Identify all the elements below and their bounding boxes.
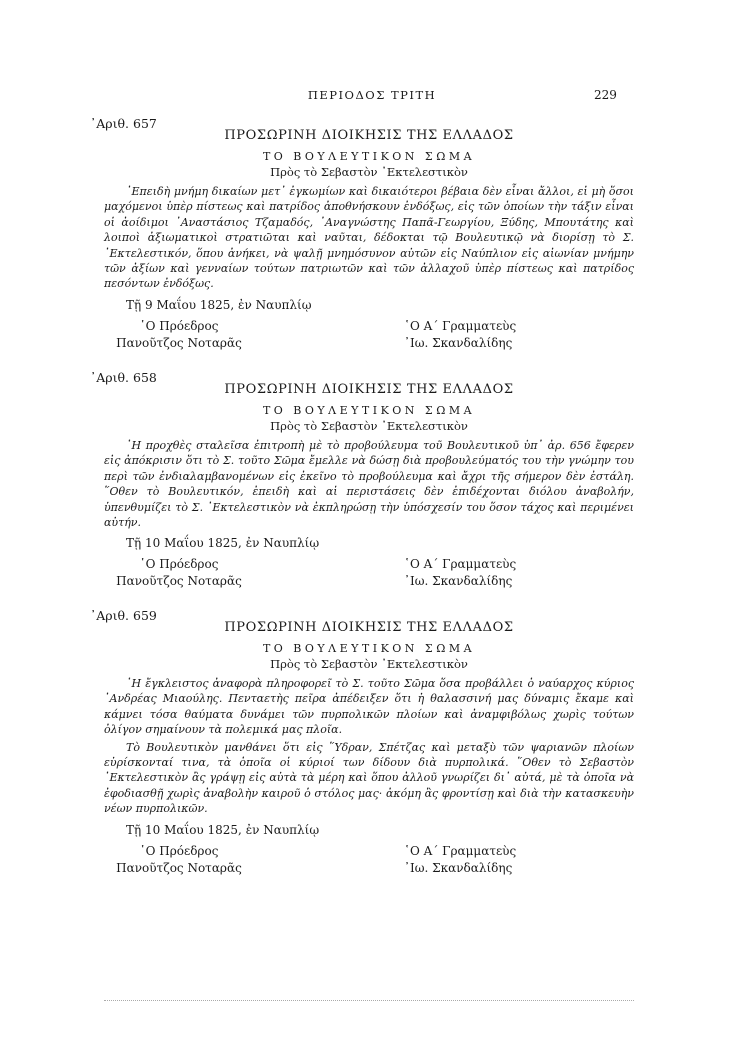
document-body [104, 676, 634, 817]
scan-edge-divider [104, 1000, 634, 1001]
president-name: Πανοῦτζος Νοταρᾶς [116, 335, 242, 350]
president-title: ῾Ο Πρόεδρος [139, 843, 219, 858]
president-title: ῾Ο Πρόεδρος [139, 318, 219, 333]
president-name: Πανοῦτζος Νοταρᾶς [116, 860, 242, 875]
document-addressee: Πρὸς τὸ Σεβαστὸν ᾿Εκτελεστικὸν [270, 419, 468, 433]
page-number: 229 [594, 88, 617, 102]
document-subheading: ΤΟ ΒΟΥΛΕΥΤΙΚΟΝ ΣΩΜΑ [262, 642, 476, 655]
document-body [104, 438, 634, 530]
document-heading: ΠΡΟΣΩΡΙΝΗ ΔΙΟΙΚΗΣΙΣ ΤΗΣ ΕΛΛΑΔΟΣ [224, 620, 514, 635]
document-date: Τῇ 9 Μαΐου 1825, ἐν Ναυπλίῳ [126, 297, 312, 312]
secretary-name: ᾿Ιω. Σκανδαλίδης [404, 860, 513, 875]
president-signature [104, 556, 254, 590]
paragraph: ῾Η ἔγκλειστος ἀναφορὰ πληροφορεῖ τὸ Σ. τοῦτο Σῶμα ὅσα προβάλλει ὁ ναύαρχος κύριος ᾿Ανδρέας Μιαούλης. Πενταετὴς πεῖρα ἀπέδειξεν ὅτι ἡ θαλασσινή μας δύναμις ἔκαμε καὶ κάμνει τόσα θαύματα δυνάμει τῶν πυρπολικῶν πλοίων καὶ ἀναμφιβόλως χωρὶς τούτων ὀλίγον σημαίνουν τὰ πολεμικά μας πλοῖα. [104, 677, 634, 737]
secretary-signature [404, 843, 554, 877]
document-addressee: Πρὸς τὸ Σεβαστὸν ᾿Εκτελεστικὸν [270, 657, 468, 671]
document-date: Τῇ 10 Μαΐου 1825, ἐν Ναυπλίῳ [126, 822, 320, 837]
document-657 [90, 116, 634, 358]
president-signature [104, 318, 254, 352]
document-subheading: ΤΟ ΒΟΥΛΕΥΤΙΚΟΝ ΣΩΜΑ [262, 150, 476, 163]
running-title: ΠΕΡΙΟΔΟΣ ΤΡΙΤΗ [307, 88, 437, 102]
president-name: Πανοῦτζος Νοταρᾶς [116, 574, 242, 589]
paragraph: ᾿Επειδὴ μνήμη δικαίων μετ᾿ ἐγκωμίων καὶ δικαιότεροι βέβαια δὲν εἶναι ἄλλοι, εἰ μὴ ὅσοι μαχόμενοι ὑπὲρ πίστεως καὶ πατρίδος ἀποθνήσκουν ἐνδόξως, εἰς τῶν ὁποίων τὴν τάξιν εἶναι οἱ ἀοίδιμοι ᾿Αναστάσιος Τζαμαδός, ᾿Αναγνώστης Παπᾶ-Γεωργίου, Ξύδης, Μπουτάτης καὶ λοιποὶ ἀξιωματικοὶ στρατιῶται καὶ ναῦται, δέδοκται τῷ Βουλευτικῷ νὰ διορίσῃ τὸ Σ. ᾿Εκτελεστικόν, ὅπου ἀνήκει, νὰ ψαλῇ μνημόσυνον αὐτῶν εἰς Ναύπλιον εἰς αἰωνίαν μνήμην τῶν ἀξίων καὶ γενναίων τούτων πατριωτῶν καὶ τῶν ἀλλαχοῦ ὑπὲρ πίστεως καὶ πατρίδος πεσόντων ἐνδόξως. [104, 185, 634, 291]
document-number: ᾿Αριθ. 659 [90, 608, 157, 623]
president-signature [104, 843, 254, 877]
secretary-title: ῾Ο Α΄ Γραμματεὺς [404, 843, 517, 858]
document-addressee: Πρὸς τὸ Σεβαστὸν ᾿Εκτελεστικὸν [270, 165, 468, 179]
signatures [104, 843, 634, 883]
document-heading: ΠΡΟΣΩΡΙΝΗ ΔΙΟΙΚΗΣΙΣ ΤΗΣ ΕΛΛΑΔΟΣ [224, 382, 514, 397]
secretary-name: ᾿Ιω. Σκανδαλίδης [404, 574, 513, 589]
document-date: Τῇ 10 Μαΐου 1825, ἐν Ναυπλίῳ [126, 536, 320, 551]
signatures [104, 556, 634, 596]
secretary-title: ῾Ο Α΄ Γραμματεὺς [404, 318, 517, 333]
document-heading: ΠΡΟΣΩΡΙΝΗ ΔΙΟΙΚΗΣΙΣ ΤΗΣ ΕΛΛΑΔΟΣ [224, 128, 514, 143]
secretary-signature [404, 556, 554, 590]
document-subheading: ΤΟ ΒΟΥΛΕΥΤΙΚΟΝ ΣΩΜΑ [262, 404, 476, 417]
paragraph: ῾Η προχθὲς σταλεῖσα ἐπιτροπὴ μὲ τὸ προβούλευμα τοῦ Βουλευτικοῦ ὑπ᾿ ἀρ. 656 ἔφερεν εἰς ἀπόκρισιν ὅτι τὸ Σ. τοῦτο Σῶμα ἔμελλε νὰ δώσῃ διὰ προβουλεύματός του τὴν γνώμην του περὶ τῶν ἐνδιαλαμβανομένων εἰς ἐκεῖνο τὸ προβούλευμα καὶ ἄχρι τῆς σήμερον δὲν ἐστάλη. ῞Οθεν τὸ Βουλευτικόν, ἐπειδὴ καὶ αἱ περιστάσεις δὲν ἐπιδέχονται διόλου ἀναβολήν, ὑπενθυμίζει τὸ Σ. ᾿Εκτελεστικὸν νὰ ἐκπληρώσῃ τὴν ὑπόσχεσίν του ὅσον τάχος καὶ περιμένει αὐτήν. [104, 439, 634, 530]
secretary-title: ῾Ο Α΄ Γραμματεὺς [404, 557, 517, 572]
document-number: ᾿Αριθ. 657 [90, 116, 157, 131]
document-body [104, 184, 634, 292]
president-title: ῾Ο Πρόεδρος [139, 557, 219, 572]
signatures [104, 318, 634, 358]
document-659 [90, 608, 634, 883]
document-658 [90, 370, 634, 596]
paragraph: Τὸ Βουλευτικὸν μανθάνει ὅτι εἰς ῞Υδραν, Σπέτζας καὶ μεταξὺ τῶν ψαριανῶν πλοίων εὑρίσκονταί τινα, τὰ ὁποῖα οἱ κύριοί των δίδουν διὰ πυρπολικά. ῞Οθεν τὸ Σεβαστὸν ᾿Εκτελεστικὸν ἂς γράψῃ εἰς αὐτὰ τὰ μέρη καὶ ὅπου ἀλλοῦ γνωρίζει δι᾿ αὐτά, μὲ τὰ ὁποῖα νὰ ἐφοδιασθῇ χωρὶς ἀναβολὴν καιροῦ ὁ στόλος μας· ἀκόμη ἂς φροντίσῃ καὶ διὰ τὴν κατασκευὴν νέων πυρπολικῶν. [104, 740, 634, 816]
secretary-signature [404, 318, 554, 352]
secretary-name: ᾿Ιω. Σκανδαλίδης [404, 335, 513, 350]
document-number: ᾿Αριθ. 658 [90, 370, 157, 385]
